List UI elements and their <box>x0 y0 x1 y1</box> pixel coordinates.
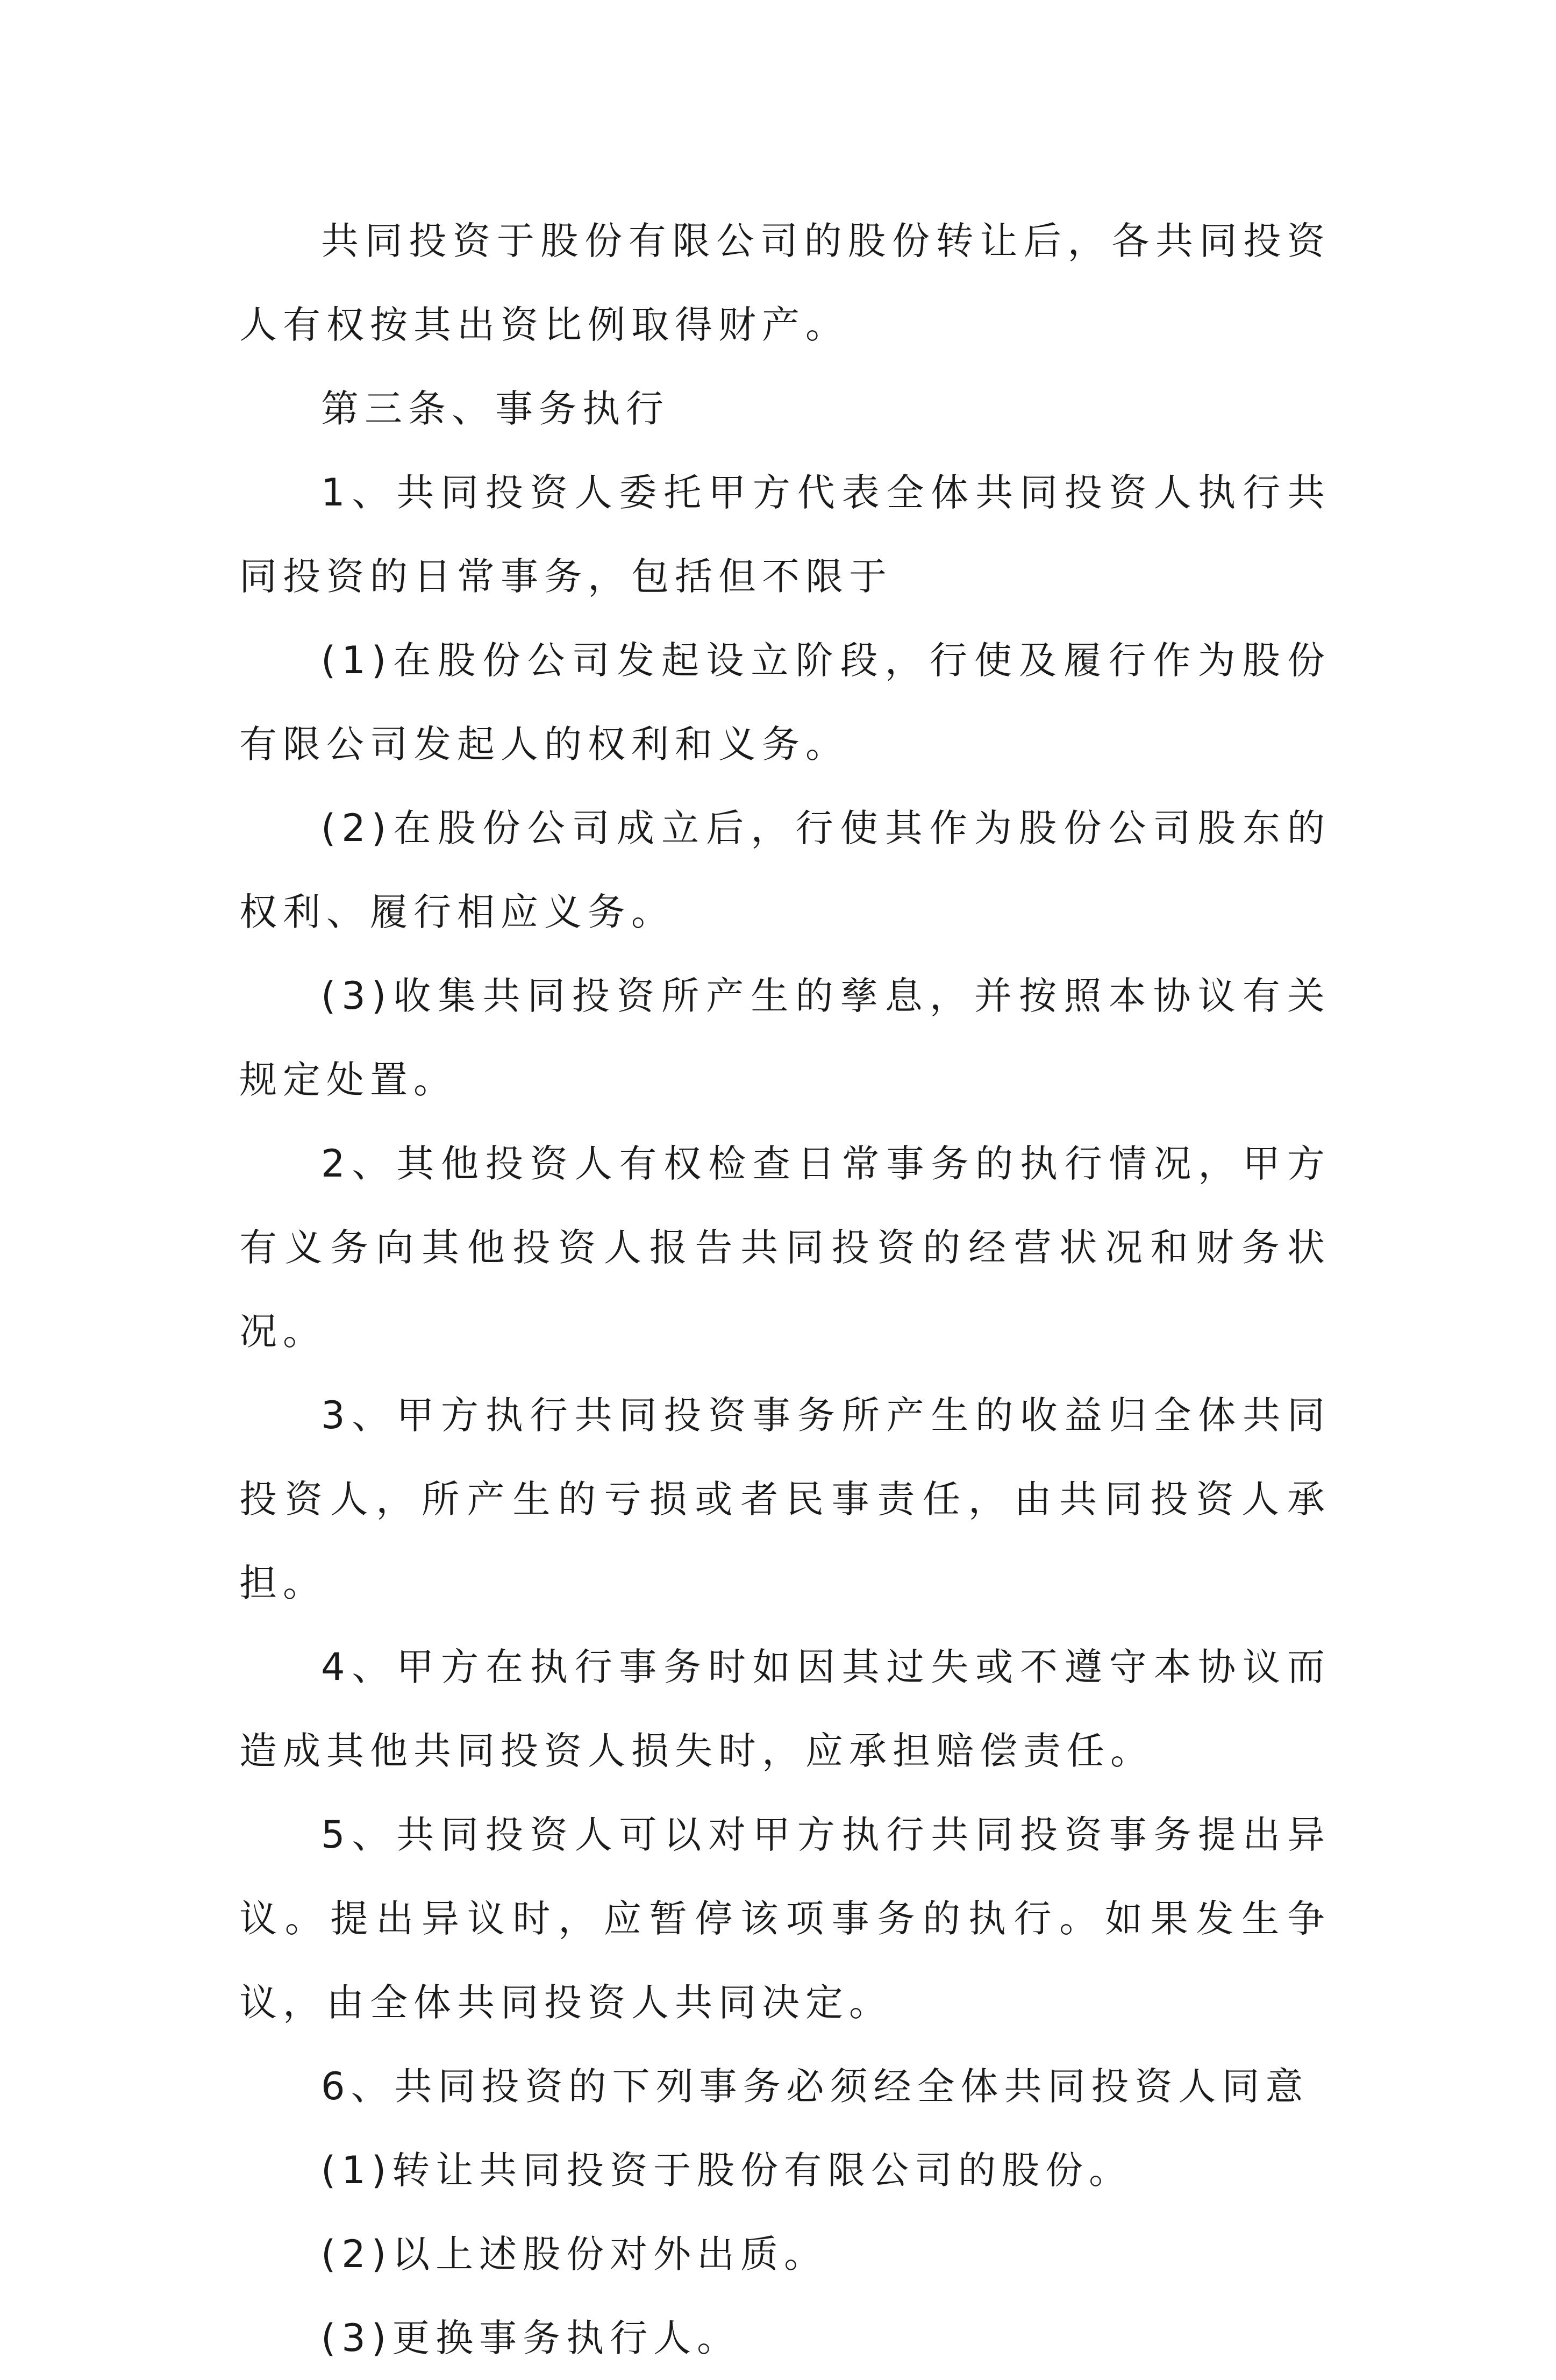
article-3-heading: 第三条、事务执行 <box>321 387 669 431</box>
clause-4: 4、甲方在执行事务时如因其过失或不遵守本协议而造成其他共同投资人损失时，应承担赔偿责任。 <box>239 1645 1331 1773</box>
clause-2: 2、其他投资人有权检查日常事务的执行情况，甲方有义务向其他投资人报告共同投资的经营状况和财务状况。 <box>239 1142 1331 1353</box>
clause-1-item-1: (1)在股份公司发起设立阶段，行使及履行作为股份有限公司发起人的权利和义务。 <box>239 638 1331 766</box>
clause-3: 3、甲方执行共同投资事务所产生的收益归全体共同投资人，所产生的亏损或者民事责任，由共同投资人承担。 <box>239 1393 1331 1605</box>
clause-6-item-2: (2)以上述股份对外出质。 <box>321 2232 828 2276</box>
clause-6-item-3: (3)更换事务执行人。 <box>321 2316 741 2360</box>
clause-6: 6、共同投资的下列事务必须经全体共同投资人同意 <box>321 2064 1309 2108</box>
document-body <box>239 199 1331 2380</box>
clause-1-item-2: (2)在股份公司成立后，行使其作为股份公司股东的权利、履行相应义务。 <box>239 806 1331 934</box>
clause-5: 5、共同投资人可以对甲方执行共同投资事务提出异议。提出异议时，应暂停该项事务的执行。如果发生争议，由全体共同投资人共同决定。 <box>239 1813 1331 2025</box>
clause-1-item-3: (3)收集共同投资所产生的孳息，并按照本协议有关规定处置。 <box>239 974 1331 1102</box>
clause-6-item-1: (1)转让共同投资于股份有限公司的股份。 <box>321 2148 1133 2192</box>
clause-1: 1、共同投资人委托甲方代表全体共同投资人执行共同投资的日常事务，包括但不限于 <box>239 471 1331 598</box>
paragraph-share-transfer: 共同投资于股份有限公司的股份转让后，各共同投资人有权按其出资比例取得财产。 <box>239 219 1331 347</box>
